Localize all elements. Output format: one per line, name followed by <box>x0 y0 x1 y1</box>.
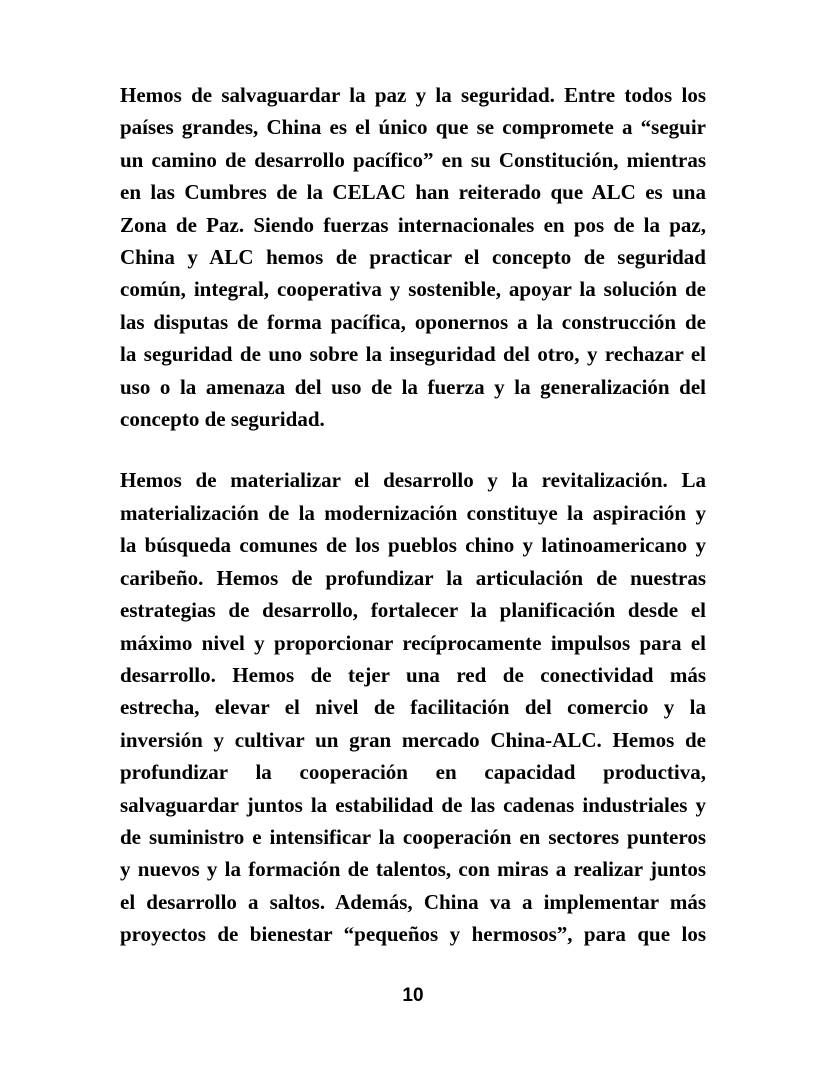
body-text <box>120 79 706 951</box>
text-line: la búsqueda comunes de los pueblos chino y latinoamericano y <box>120 533 706 558</box>
text-line: profundizar la cooperación en capacidad productiva, <box>120 760 706 785</box>
text-line: salvaguardar juntos la estabilidad de las cadenas industriales y <box>120 792 706 817</box>
text-line: Hemos de materializar el desarrollo y la revitalización. La <box>120 468 706 493</box>
text-line: estrecha, elevar el nivel de facilitación del comercio y la <box>120 695 706 720</box>
text-line: máximo nivel y proporcionar recíprocamente impulsos para el <box>120 630 706 655</box>
text-line: China y ALC hemos de practicar el concepto de seguridad <box>120 245 706 270</box>
text-line: concepto de seguridad. <box>120 407 325 432</box>
text-line: un camino de desarrollo pacífico” en su Constitución, mientras <box>120 147 706 172</box>
text-line: uso o la amenaza del uso de la fuerza y la generalización del <box>120 374 706 399</box>
text-line: la seguridad de uno sobre la inseguridad del otro, y rechazar el <box>120 342 706 367</box>
text-line: en las Cumbres de la CELAC han reiterado que ALC es una <box>120 180 706 205</box>
text-line: proyectos de bienestar “pequeños y hermosos”, para que los <box>120 922 706 947</box>
text-line: común, integral, cooperativa y sostenible, apoyar la solución de <box>120 277 706 302</box>
text-line: y nuevos y la formación de talentos, con miras a realizar juntos <box>120 857 706 882</box>
paragraph-2 <box>120 464 706 950</box>
text-line: caribeño. Hemos de profundizar la articulación de nuestras <box>120 565 706 590</box>
text-line: el desarrollo a saltos. Además, China va a implementar más <box>120 889 706 914</box>
text-line: Zona de Paz. Siendo fuerzas internacionales en pos de la paz, <box>120 212 706 237</box>
page-number: 10 <box>402 985 424 1006</box>
text-line: inversión y cultivar un gran mercado China-ALC. Hemos de <box>120 727 706 752</box>
text-line: estrategias de desarrollo, fortalecer la planificación desde el <box>120 598 706 623</box>
text-line: de suministro e intensificar la cooperación en sectores punteros <box>120 824 706 849</box>
text-line: las disputas de forma pacífica, oponernos a la construcción de <box>120 309 706 334</box>
text-line: desarrollo. Hemos de tejer una red de conectividad más <box>120 662 706 687</box>
text-line: materialización de la modernización constituye la aspiración y <box>120 500 706 525</box>
text-line: Hemos de salvaguardar la paz y la seguridad. Entre todos los <box>120 83 706 107</box>
text-line: países grandes, China es el único que se compromete a “seguir <box>120 115 706 140</box>
paragraph-1 <box>120 79 706 435</box>
